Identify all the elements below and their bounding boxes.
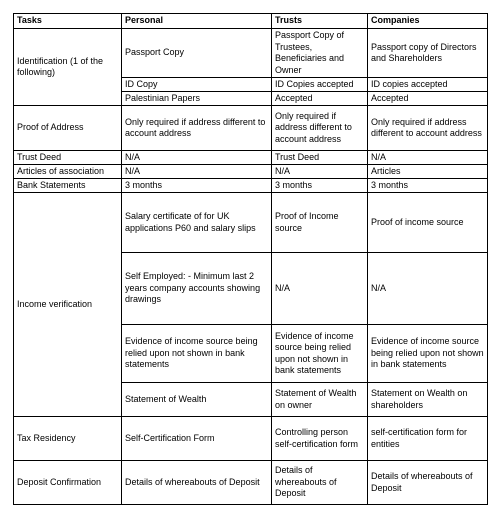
cell-trusts: Controlling person self-certification form bbox=[272, 417, 368, 461]
cell-personal: Only required if address different to account address bbox=[122, 106, 272, 151]
cell-trusts: 3 months bbox=[272, 179, 368, 193]
task-identification: Identification (1 of the following) bbox=[14, 29, 122, 106]
table-row bbox=[14, 106, 488, 151]
cell-trusts: Proof of Income source bbox=[272, 193, 368, 253]
task-proof-of-address: Proof of Address bbox=[14, 106, 122, 151]
task-bank-statements: Bank Statements bbox=[14, 179, 122, 193]
cell-personal: Self-Certification Form bbox=[122, 417, 272, 461]
task-deposit-confirmation: Deposit Confirmation bbox=[14, 461, 122, 505]
requirements-table bbox=[13, 13, 488, 505]
cell-companies: Evidence of income source being relied upon not shown in bank statements bbox=[368, 325, 488, 383]
cell-trusts: Accepted bbox=[272, 92, 368, 106]
cell-companies: Passport copy of Directors and Shareholders bbox=[368, 29, 488, 78]
cell-personal: Self Employed: - Minimum last 2 years company accounts showing drawings bbox=[122, 253, 272, 325]
table-row bbox=[14, 29, 488, 78]
cell-companies: Proof of income source bbox=[368, 193, 488, 253]
task-tax-residency: Tax Residency bbox=[14, 417, 122, 461]
cell-trusts: Passport Copy of Trustees, Beneficiaries and Owner bbox=[272, 29, 368, 78]
cell-companies: self-certification form for entities bbox=[368, 417, 488, 461]
cell-personal: Passport Copy bbox=[122, 29, 272, 78]
cell-personal: Details of whereabouts of Deposit bbox=[122, 461, 272, 505]
table-row bbox=[14, 151, 488, 165]
table-row bbox=[14, 461, 488, 505]
cell-companies: ID copies accepted bbox=[368, 78, 488, 92]
cell-personal: Salary certificate of for UK applications P60 and salary slips bbox=[122, 193, 272, 253]
cell-trusts: ID Copies accepted bbox=[272, 78, 368, 92]
table-row bbox=[14, 179, 488, 193]
cell-companies: Details of whereabouts of Deposit bbox=[368, 461, 488, 505]
cell-trusts: Trust Deed bbox=[272, 151, 368, 165]
cell-companies: N/A bbox=[368, 253, 488, 325]
cell-companies: Statement on Wealth on shareholders bbox=[368, 383, 488, 417]
cell-personal: 3 months bbox=[122, 179, 272, 193]
header-trusts: Trusts bbox=[272, 14, 368, 29]
task-trust-deed: Trust Deed bbox=[14, 151, 122, 165]
cell-personal: ID Copy bbox=[122, 78, 272, 92]
cell-companies: Only required if address different to account address bbox=[368, 106, 488, 151]
cell-personal: Statement of Wealth bbox=[122, 383, 272, 417]
cell-personal: N/A bbox=[122, 165, 272, 179]
header-companies: Companies bbox=[368, 14, 488, 29]
cell-trusts: Statement of Wealth on owner bbox=[272, 383, 368, 417]
cell-companies: Articles bbox=[368, 165, 488, 179]
cell-trusts: Only required if address different to account address bbox=[272, 106, 368, 151]
table-row bbox=[14, 417, 488, 461]
task-articles: Articles of association bbox=[14, 165, 122, 179]
table-row bbox=[14, 193, 488, 253]
task-income-verification: Income verification bbox=[14, 193, 122, 417]
cell-trusts: Details of whereabouts of Deposit bbox=[272, 461, 368, 505]
cell-companies: Accepted bbox=[368, 92, 488, 106]
header-row bbox=[14, 14, 488, 29]
cell-trusts: N/A bbox=[272, 165, 368, 179]
cell-trusts: Evidence of income source being relied upon not shown in bank statements bbox=[272, 325, 368, 383]
cell-companies: 3 months bbox=[368, 179, 488, 193]
cell-personal: Evidence of income source being relied upon not shown in bank statements bbox=[122, 325, 272, 383]
header-tasks: Tasks bbox=[14, 14, 122, 29]
table-row bbox=[14, 165, 488, 179]
cell-trusts: N/A bbox=[272, 253, 368, 325]
cell-personal: Palestinian Papers bbox=[122, 92, 272, 106]
cell-companies: N/A bbox=[368, 151, 488, 165]
cell-personal: N/A bbox=[122, 151, 272, 165]
header-personal: Personal bbox=[122, 14, 272, 29]
